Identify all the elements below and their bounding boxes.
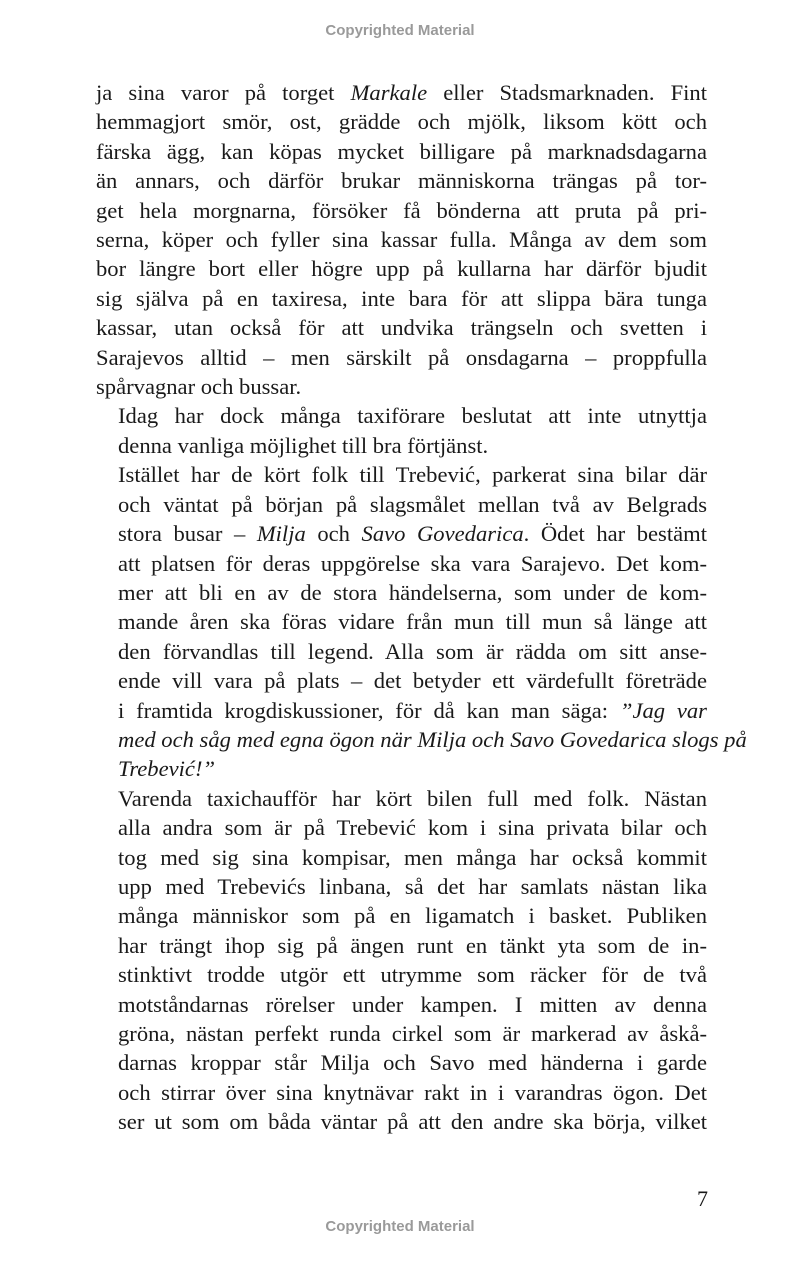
text-run: alla andra som är på Trebević kom i sina privata bilar och [118, 815, 707, 841]
text-run: sig själva på en taxiresa, inte bara för att slippa bära tunga [96, 285, 707, 311]
text-run: denna vanliga möjlighet till bra förtjänst. [118, 432, 489, 458]
text-run: Istället har de kört folk till Trebević, parkerat sina bilar där [118, 462, 707, 488]
text-line [96, 1048, 707, 1077]
italic-text: Trebević!” [118, 756, 216, 782]
text-run: mande åren ska föras vidare från mun till mun så länge att [118, 609, 707, 635]
text-run: tog med sig sina kompisar, men många har också kommit [118, 844, 707, 870]
paragraph [96, 401, 707, 460]
text-run: Varenda taxichaufför har kört bilen full med folk. Nästan [118, 785, 707, 811]
italic-text: Savo Govedarica [361, 521, 524, 547]
text-run: många människor som på en ligamatch i basket. Publiken [118, 903, 707, 929]
text-line [96, 1078, 707, 1107]
text-line [96, 372, 707, 401]
italic-text: Markale [350, 80, 428, 105]
text-line [96, 519, 707, 548]
text-line [96, 313, 707, 342]
text-line [96, 990, 707, 1019]
paragraph [96, 784, 707, 1137]
text-run: i framtida krogdiskussioner, för då kan man säga: [118, 697, 620, 723]
text-run: spårvagnar och bussar. [96, 374, 302, 400]
text-line [96, 78, 707, 107]
text-run: att platsen för deras uppgörelse ska vara Sarajevo. Det kom- [118, 550, 707, 576]
text-run: och väntat på början på slagsmålet mellan två av Belgrads [118, 491, 707, 517]
text-run: hemmagjort smör, ost, grädde och mjölk, liksom kött och [96, 109, 707, 135]
text-line [96, 666, 707, 695]
text-line [96, 931, 707, 960]
text-run: stora busar – [118, 521, 257, 547]
text-run: stinktivt trodde utgör ett utrymme som räcker för de två [118, 962, 707, 988]
text-run: kassar, utan också för att undvika trängseln och svetten i [96, 315, 707, 341]
text-line [96, 725, 747, 754]
text-run: ja sina varor på torget [96, 80, 351, 105]
text-line [96, 284, 707, 313]
text-run: den förvandlas till legend. Alla som är rädda om sitt anse- [118, 638, 707, 664]
text-line [96, 343, 707, 372]
text-run: get hela morgnarna, försöker få bönderna att pruta på pri- [96, 197, 707, 223]
text-line [96, 107, 707, 136]
text-line [96, 225, 707, 254]
text-line [96, 460, 707, 489]
text-run: ende vill vara på plats – det betyder ett värdefullt företräde [118, 668, 707, 694]
watermark-bottom: Copyrighted Material [325, 1218, 475, 1235]
text-run: darnas kroppar står Milja och Savo med händerna i garde [118, 1050, 707, 1076]
text-line [96, 843, 707, 872]
text-line [96, 196, 707, 225]
text-line [96, 1107, 707, 1136]
text-run: Sarajevos alltid – men särskilt på onsdagarna – proppfulla [96, 344, 707, 370]
text-line [96, 901, 707, 930]
text-run: serna, köper och fyller sina kassar fulla. Många av dem som [96, 227, 707, 253]
paragraph [96, 460, 747, 783]
text-run: ser ut som om båda väntar på att den andre ska börja, vilket [118, 1109, 707, 1135]
paragraph [96, 78, 707, 401]
watermark-top: Copyrighted Material [325, 22, 475, 39]
text-line [96, 784, 707, 813]
text-run: Idag har dock många taxiförare beslutat att inte utnyttja [118, 403, 707, 429]
text-run: motståndarnas rörelser under kampen. I mitten av denna [118, 991, 707, 1017]
text-run: gröna, nästan perfekt runda cirkel som är markerad av åskå- [118, 1021, 707, 1046]
italic-text: Milja [256, 521, 306, 547]
text-line [96, 872, 707, 901]
italic-text: med och såg med egna ögon när Milja och Savo Govedarica slogs på [118, 726, 747, 752]
text-line [96, 696, 707, 725]
text-run: och [305, 521, 362, 547]
text-run: än annars, och därför brukar människorna trängas på tor- [96, 168, 707, 194]
text-run: . Ödet har bestämt [523, 521, 708, 547]
text-line [96, 137, 707, 166]
text-line [96, 754, 707, 783]
text-line [96, 813, 707, 842]
text-line [96, 960, 707, 989]
text-line [96, 431, 707, 460]
text-run: upp med Trebevićs linbana, så det har samlats nästan lika [118, 873, 707, 899]
text-run: och stirrar över sina knytnävar rakt in i varandras ögon. Det [118, 1079, 707, 1105]
italic-text: ”Jag var [619, 697, 707, 723]
text-line [96, 166, 707, 195]
text-line [96, 490, 707, 519]
text-line [96, 578, 707, 607]
text-line [96, 607, 707, 636]
text-run: bor längre bort eller högre upp på kullarna har därför bjudit [96, 256, 707, 282]
text-line [96, 549, 707, 578]
text-run: mer att bli en av de stora händelserna, som under de kom- [118, 579, 707, 605]
text-run: eller Stadsmarknaden. Fint [427, 80, 708, 105]
text-line [96, 637, 707, 666]
text-run: har trängt ihop sig på ängen runt en tänkt yta som de in- [118, 932, 707, 958]
page-number: 7 [697, 1186, 708, 1211]
text-line [96, 401, 707, 430]
text-line [96, 254, 707, 283]
text-line [96, 1019, 707, 1048]
text-run: färska ägg, kan köpas mycket billigare på marknadsdagarna [96, 138, 707, 164]
book-page-text [96, 78, 747, 1137]
